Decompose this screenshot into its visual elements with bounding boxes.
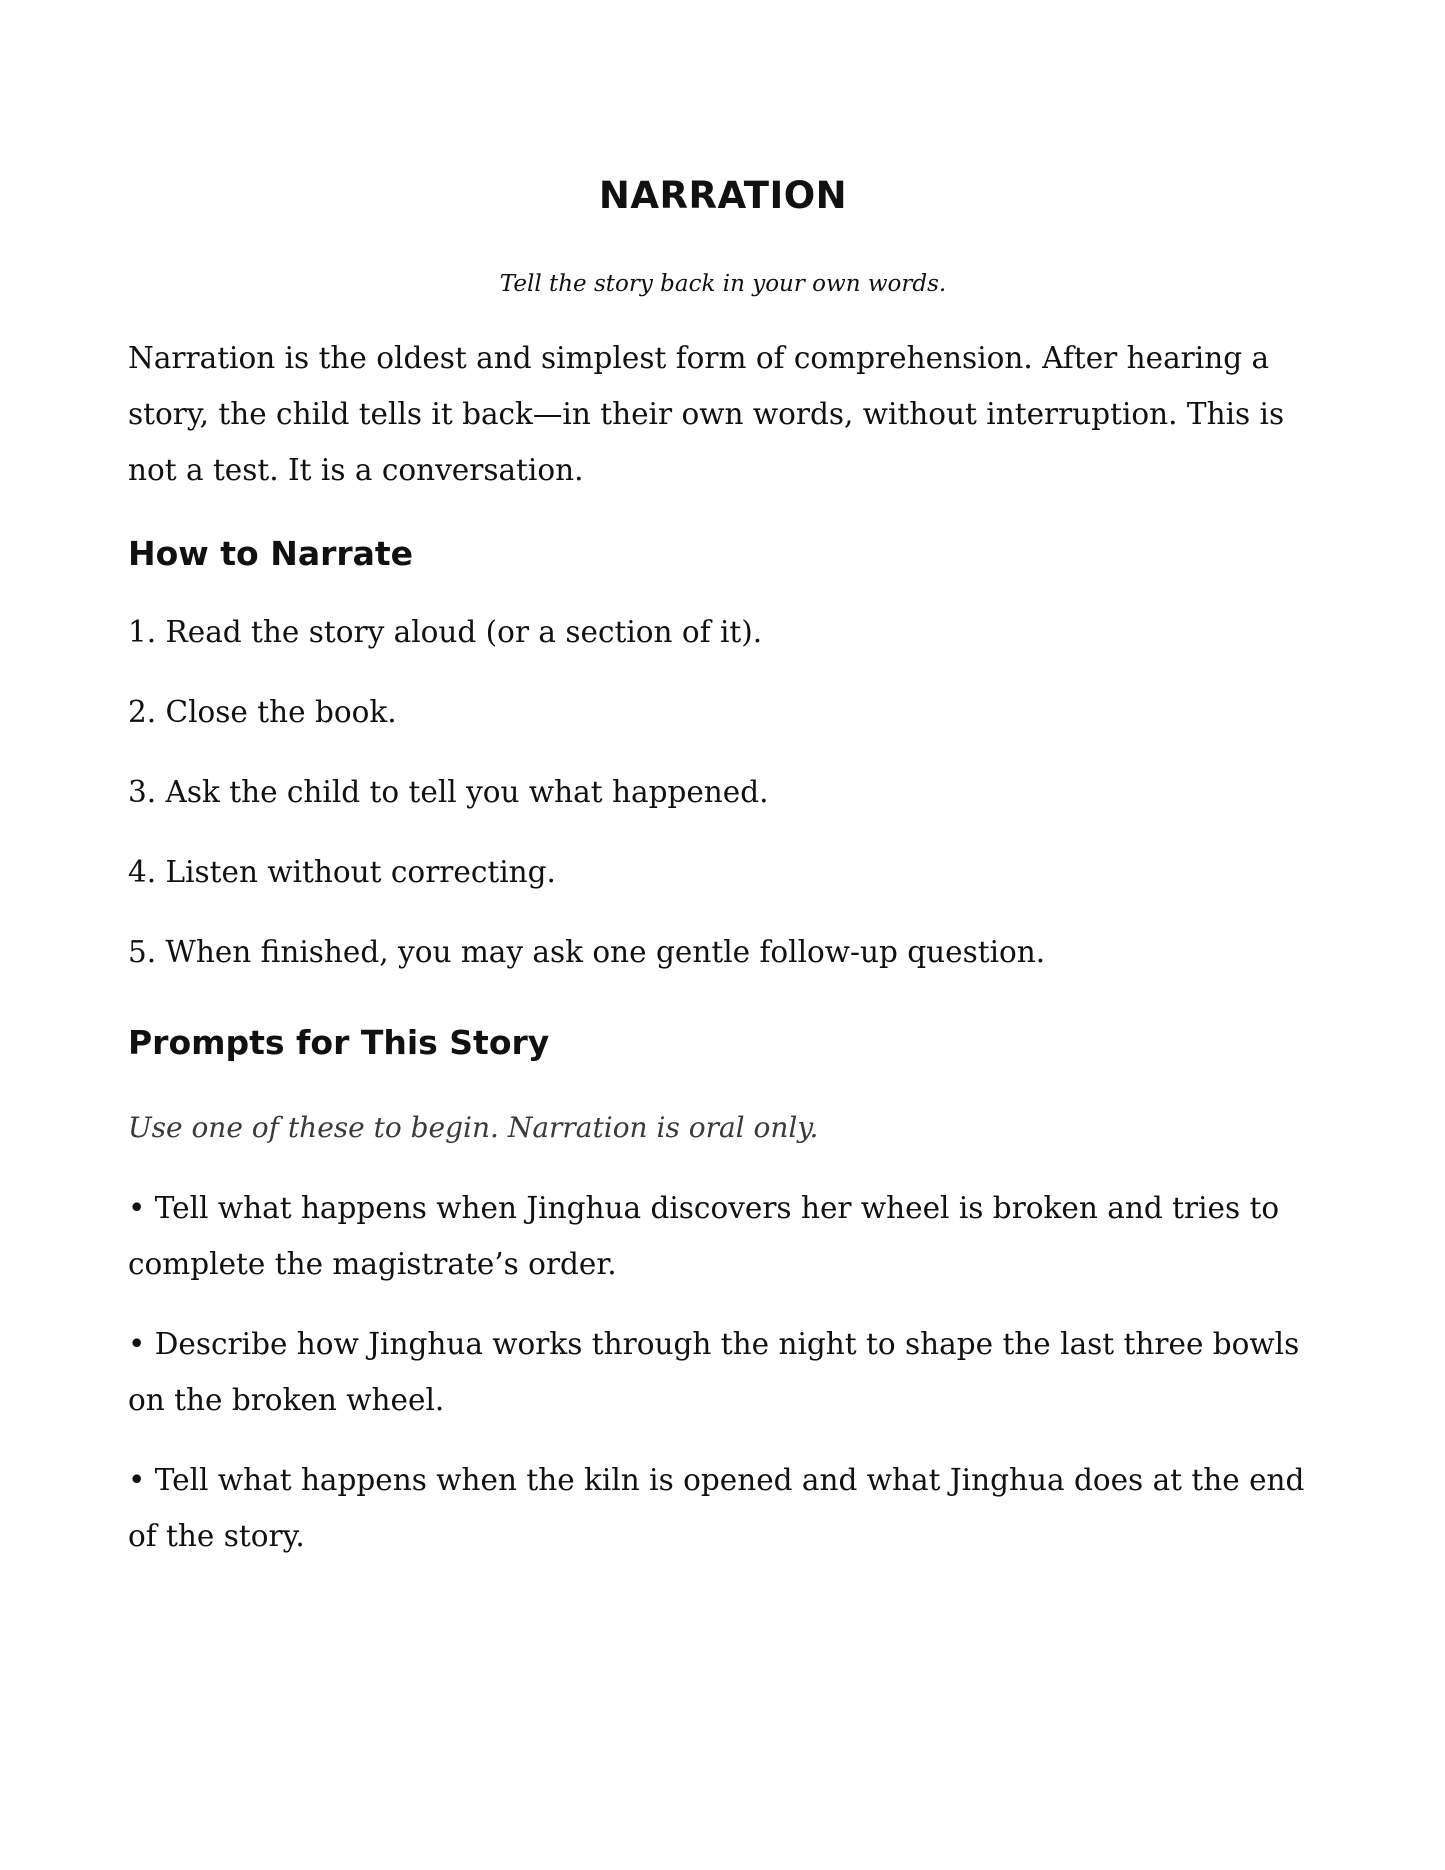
step-item: 4. Listen without correcting. — [128, 855, 556, 889]
prompt-item: • Tell what happens when Jinghua discovers her wheel is broken and tries to complete the magistrate’s order. — [128, 1191, 1280, 1281]
prompt-item: • Tell what happens when the kiln is opened and what Jinghua does at the end of the story. — [128, 1463, 1305, 1553]
prompts-heading: Prompts for This Story — [128, 1023, 550, 1062]
step-item: 5. When finished, you may ask one gentle follow-up question. — [128, 935, 1046, 969]
intro-paragraph: Narration is the oldest and simplest form of comprehension. After hearing a story, the child tells it back—in their own words, without interruption. This is not a test. It is a conversation. — [128, 341, 1285, 487]
prompt-item: • Describe how Jinghua works through the night to shape the last three bowls on the broken wheel. — [128, 1327, 1300, 1417]
step-item: 3. Ask the child to tell you what happened. — [128, 775, 769, 809]
page-title: NARRATION — [598, 174, 848, 217]
how-to-heading: How to Narrate — [128, 534, 414, 573]
steps-list — [128, 612, 1045, 1012]
step-item: 1. Read the story aloud (or a section of it). — [128, 615, 763, 649]
step-item: 2. Close the book. — [128, 695, 397, 729]
document-page — [128, 0, 1318, 1870]
prompts-list — [128, 1180, 1318, 1588]
page-subtitle: Tell the story back in your own words. — [499, 271, 947, 297]
prompts-note: Use one of these to begin. Narration is oral only. — [128, 1111, 819, 1144]
